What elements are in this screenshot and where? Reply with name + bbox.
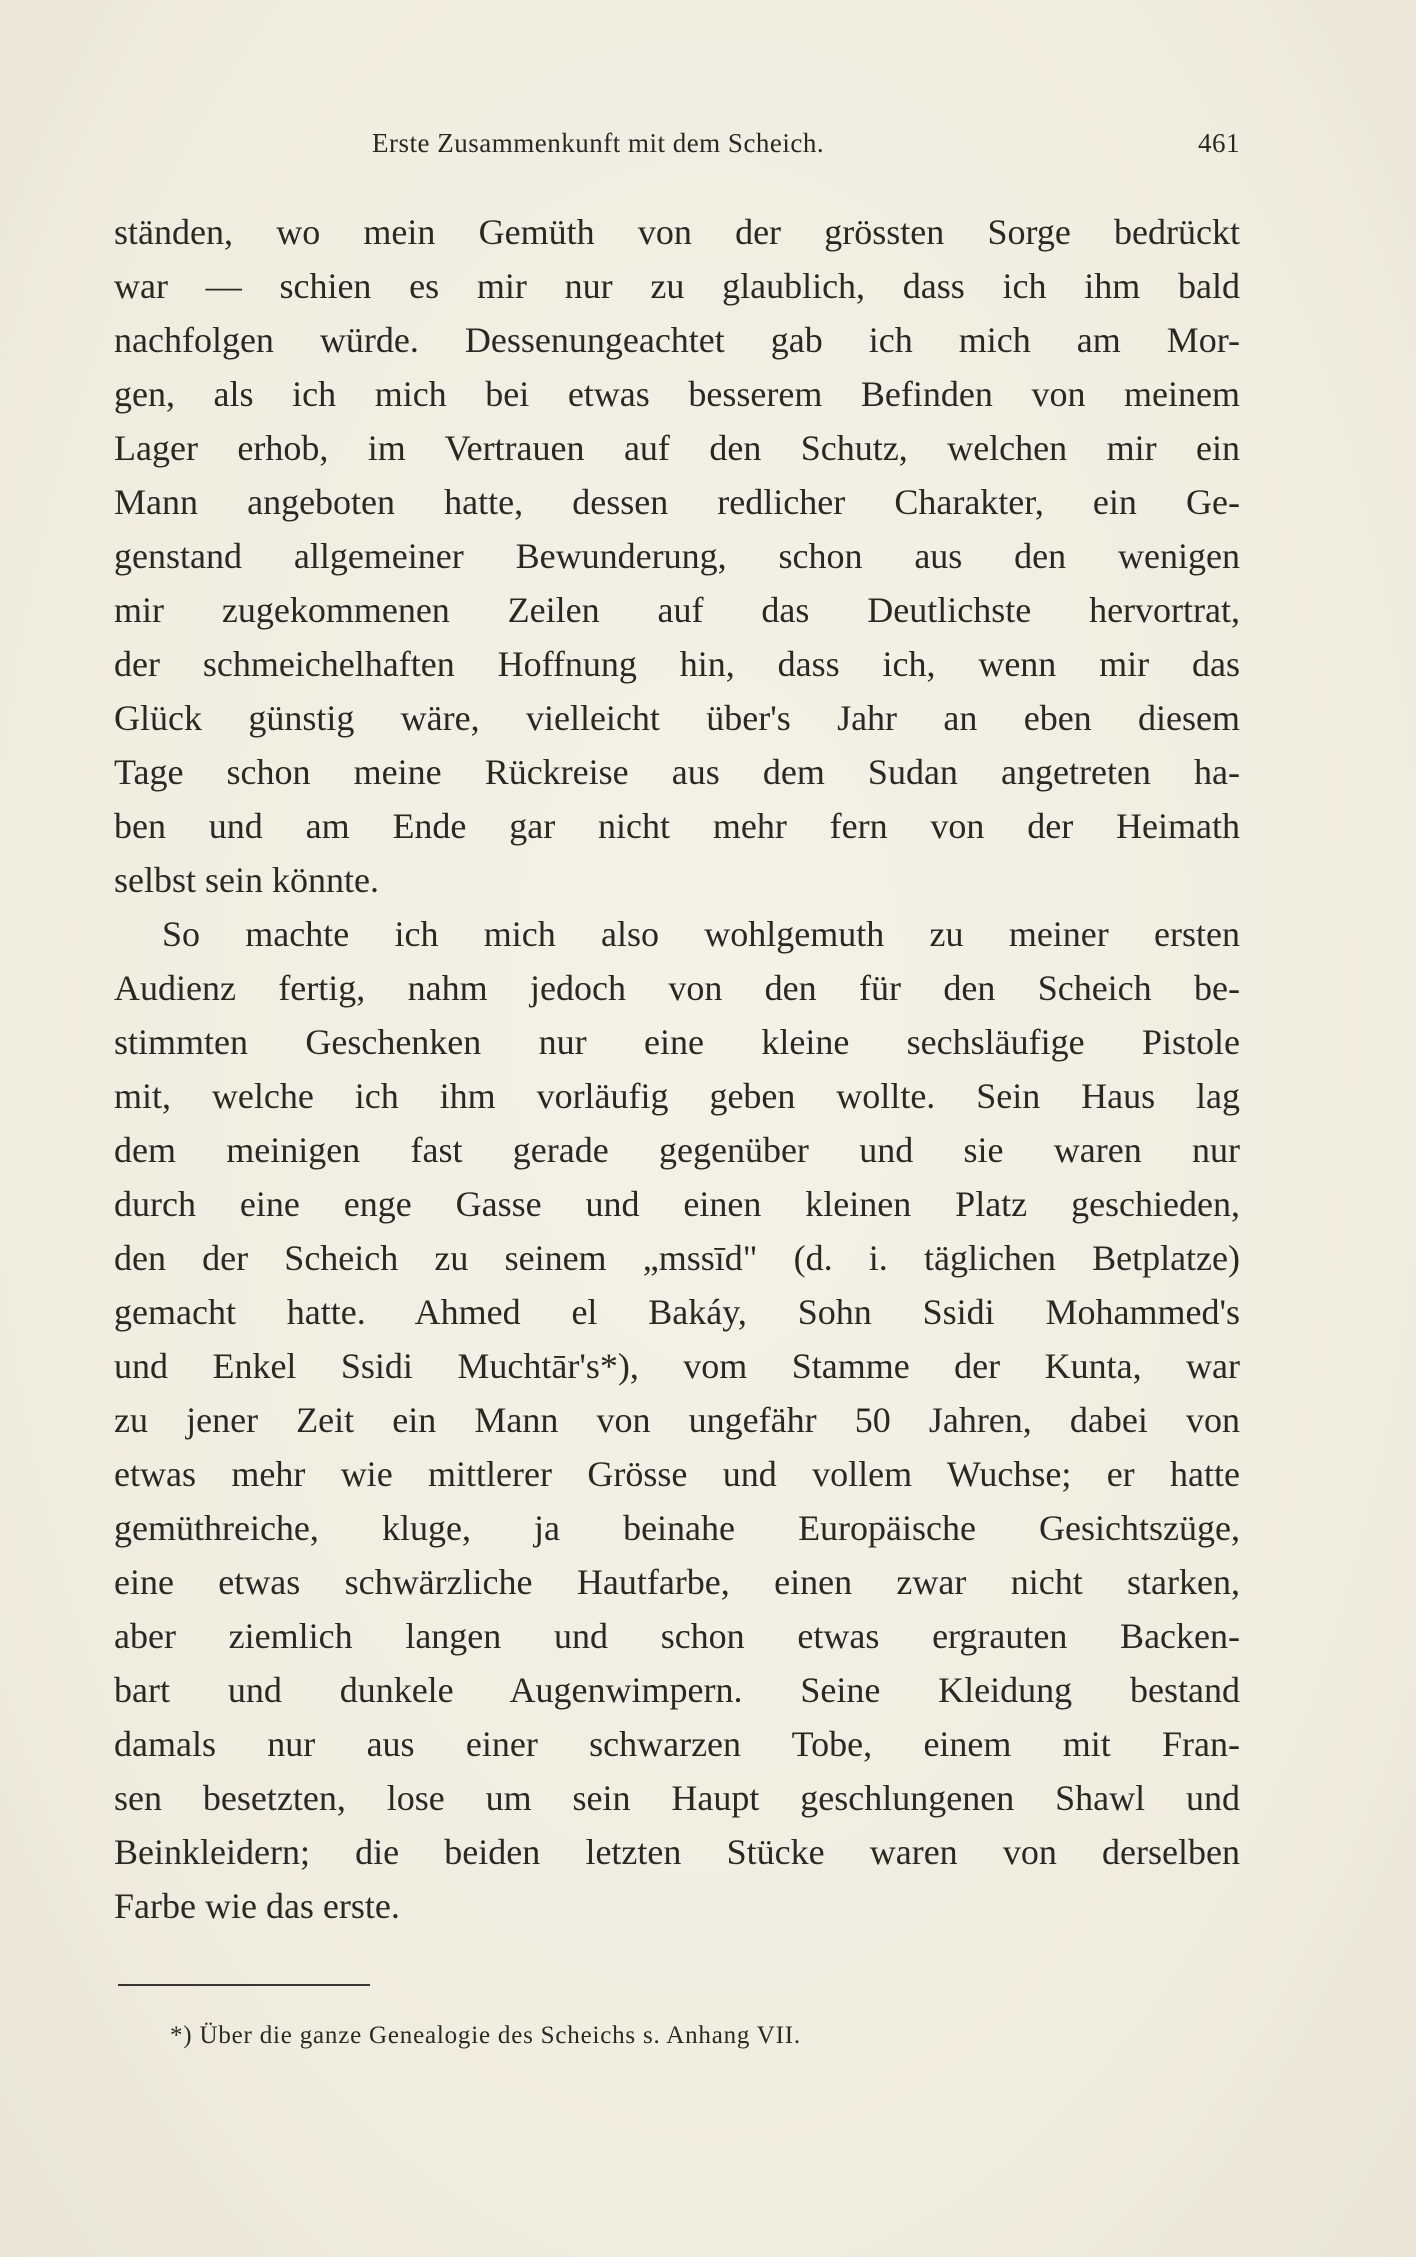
- running-title: Erste Zusammenkunft mit dem Scheich.: [372, 128, 825, 158]
- text-line: bart und dunkele Augenwimpern. Seine Kleidung bestand: [114, 1670, 1240, 1710]
- text-line: und Enkel Ssidi Muchtār's*), vom Stamme der Kunta, war: [114, 1346, 1240, 1386]
- paragraph-end-line: Farbe wie das erste.: [114, 1886, 400, 1926]
- running-head: [114, 128, 1240, 168]
- text-line: stimmten Geschenken nur eine kleine sechsläufige Pistole: [114, 1022, 1240, 1062]
- body-text: [114, 205, 1240, 1933]
- text-line: sen besetzten, lose um sein Haupt geschlungenen Shawl und: [114, 1778, 1240, 1818]
- page-number: 461: [1198, 128, 1240, 158]
- text-line: eine etwas schwärzliche Hautfarbe, einen zwar nicht starken,: [114, 1562, 1240, 1602]
- text-line: mit, welche ich ihm vorläufig geben wollte. Sein Haus lag: [114, 1076, 1240, 1116]
- text-line: der schmeichelhaften Hoffnung hin, dass ich, wenn mir das: [114, 644, 1240, 684]
- paragraph-start-line: So machte ich mich also wohlgemuth zu meiner ersten: [162, 914, 1240, 954]
- paragraph-end-line: selbst sein könnte.: [114, 860, 379, 900]
- text-line: dem meinigen fast gerade gegenüber und sie waren nur: [114, 1130, 1240, 1170]
- text-line: zu jener Zeit ein Mann von ungefähr 50 Jahren, dabei von: [114, 1400, 1240, 1440]
- footnote: *) Über die ganze Genealogie des Scheichs s. Anhang VII.: [170, 2022, 801, 2049]
- text-line: gemüthreiche, kluge, ja beinahe Europäische Gesichtszüge,: [114, 1508, 1240, 1548]
- text-line: Glück günstig wäre, vielleicht über's Jahr an eben diesem: [114, 698, 1240, 738]
- text-line: nachfolgen würde. Dessenungeachtet gab ich mich am Mor-: [114, 320, 1240, 360]
- text-line: Beinkleidern; die beiden letzten Stücke waren von derselben: [114, 1832, 1240, 1872]
- text-line: Tage schon meine Rückreise aus dem Sudan angetreten ha-: [114, 752, 1240, 792]
- text-line: ständen, wo mein Gemüth von der grössten Sorge bedrückt: [114, 212, 1240, 252]
- text-line: gemacht hatte. Ahmed el Bakáy, Sohn Ssidi Mohammed's: [114, 1292, 1240, 1332]
- text-line: ben und am Ende gar nicht mehr fern von der Heimath: [114, 806, 1240, 846]
- text-line: aber ziemlich langen und schon etwas ergrauten Backen-: [114, 1616, 1240, 1656]
- footnote-rule: [118, 1984, 370, 1986]
- text-line: Audienz fertig, nahm jedoch von den für den Scheich be-: [114, 968, 1240, 1008]
- text-line: war — schien es mir nur zu glaublich, dass ich ihm bald: [114, 266, 1240, 306]
- text-line: mir zugekommenen Zeilen auf das Deutlichste hervortrat,: [114, 590, 1240, 630]
- text-line: den der Scheich zu seinem „mssīd" (d. i. täglichen Betplatze): [114, 1238, 1240, 1278]
- text-line: gen, als ich mich bei etwas besserem Befinden von meinem: [114, 374, 1240, 414]
- text-line: etwas mehr wie mittlerer Grösse und vollem Wuchse; er hatte: [114, 1454, 1240, 1494]
- text-line: durch eine enge Gasse und einen kleinen Platz geschieden,: [114, 1184, 1240, 1224]
- text-line: Lager erhob, im Vertrauen auf den Schutz, welchen mir ein: [114, 428, 1240, 468]
- text-line: genstand allgemeiner Bewunderung, schon aus den wenigen: [114, 536, 1240, 576]
- text-line: Mann angeboten hatte, dessen redlicher Charakter, ein Ge-: [114, 482, 1240, 522]
- text-line: damals nur aus einer schwarzen Tobe, einem mit Fran-: [114, 1724, 1240, 1764]
